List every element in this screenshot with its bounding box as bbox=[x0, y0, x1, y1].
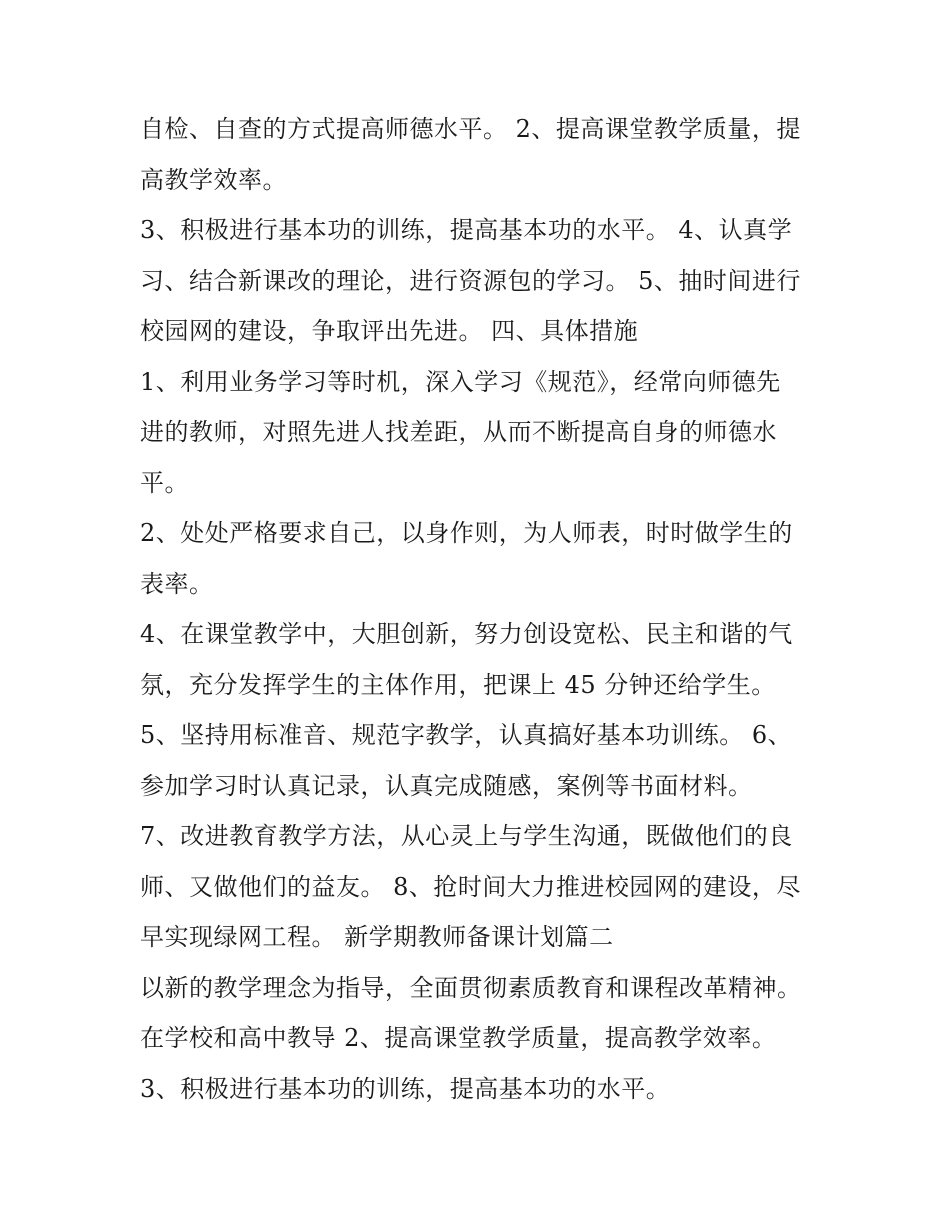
text-line: 氛，充分发挥学生的主体作用，把课上 45 分钟还给学生。 bbox=[140, 670, 776, 699]
text-line: 平。 bbox=[140, 468, 189, 497]
text-line: 校园网的建设，争取评出先进。 四、具体措施 bbox=[140, 317, 639, 345]
text-line: 早实现绿网工程。 新学期教师备课计划篇二 bbox=[140, 923, 614, 951]
text-line: 自检、自查的方式提高师德水平。 2、提高课堂教学质量，提 bbox=[140, 115, 801, 143]
text-line: 4、在课堂教学中，大胆创新，努力创设宽松、民主和谐的气 bbox=[140, 620, 793, 648]
text-line: 3、积极进行基本功的训练，提高基本功的水平。 bbox=[140, 1074, 671, 1103]
text-line: 1、利用业务学习等时机，深入学习《规范》，经常向师德先 bbox=[140, 367, 781, 396]
text-line: 2、处处严格要求自己，以身作则，为人师表，时时做学生的 bbox=[140, 519, 793, 547]
text-line: 在学校和高中教导 2、提高课堂教学质量，提高教学效率。 bbox=[140, 1024, 777, 1052]
text-line: 高教学效率。 bbox=[140, 165, 287, 194]
text-line: 以新的教学理念为指导，全面贯彻素质教育和课程改革精神。 bbox=[140, 973, 802, 1002]
document-body bbox=[140, 104, 820, 1114]
text-line: 习、结合新课改的理论，进行资源包的学习。 5、抽时间进行 bbox=[140, 266, 801, 295]
text-line: 5、坚持用标准音、规范字教学，认真搞好基本功训练。 6、 bbox=[140, 721, 793, 749]
text-line: 表率。 bbox=[140, 569, 214, 598]
text-line: 7、改进教育教学方法，从心灵上与学生沟通，既做他们的良 bbox=[140, 822, 793, 850]
text-line: 3、积极进行基本功的训练，提高基本功的水平。 4、认真学 bbox=[140, 216, 793, 244]
text-line: 进的教师，对照先进人找差距，从而不断提高自身的师德水 bbox=[140, 418, 777, 446]
text-line: 师、又做他们的益友。 8、抢时间大力推进校园网的建设，尽 bbox=[140, 872, 801, 901]
text-line: 参加学习时认真记录，认真完成随感，案例等书面材料。 bbox=[140, 771, 753, 800]
